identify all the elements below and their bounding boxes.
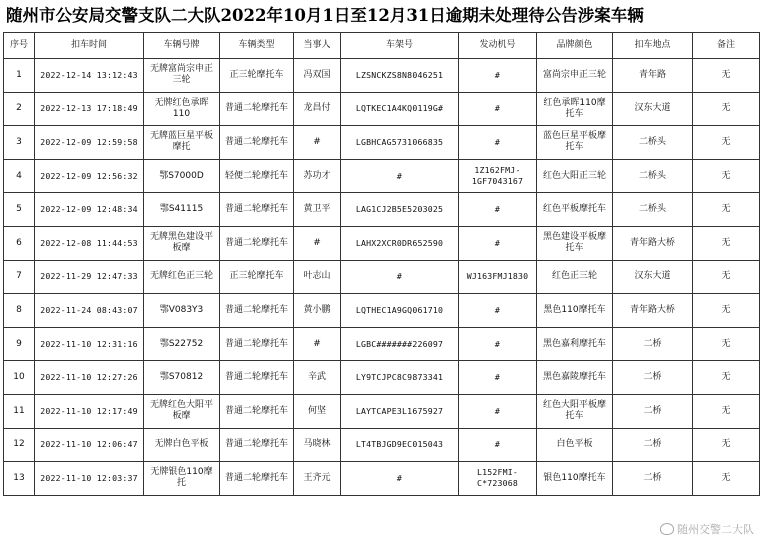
table-cell: 10 [4, 361, 35, 395]
table-cell: 二桥 [613, 327, 693, 361]
table-cell: 3 [4, 126, 35, 160]
column-header: 车架号 [341, 33, 459, 59]
table-cell: 无 [693, 428, 760, 462]
table-cell: 2022-12-09 12:59:58 [35, 126, 144, 160]
table-cell: # [459, 92, 537, 126]
table-cell: 青年路大桥 [613, 294, 693, 328]
table-cell: 无 [693, 260, 760, 294]
weibo-icon [660, 523, 674, 535]
table-cell: # [459, 327, 537, 361]
column-header: 发动机号 [459, 33, 537, 59]
table-cell: 黑色嘉陵摩托车 [537, 361, 613, 395]
table-cell: 4 [4, 159, 35, 193]
table-cell: 无 [693, 294, 760, 328]
table-cell: 普通二轮摩托车 [220, 294, 294, 328]
table-cell: # [459, 193, 537, 227]
table-cell: LAYTCAPE3L1675927 [341, 394, 459, 428]
table-cell: 冯双国 [294, 59, 341, 93]
table-cell: 辛武 [294, 361, 341, 395]
table-cell: 富尚宗申正三轮 [537, 59, 613, 93]
table-cell: 银色110摩托车 [537, 462, 613, 496]
table-row [4, 92, 760, 126]
table-cell: LT4TBJGD9EC015043 [341, 428, 459, 462]
table-cell: 二桥 [613, 462, 693, 496]
table-cell: # [341, 159, 459, 193]
table-cell: 何坚 [294, 394, 341, 428]
table-cell: 2022-12-08 11:44:53 [35, 226, 144, 260]
table-cell: 王齐元 [294, 462, 341, 496]
table-cell: # [294, 226, 341, 260]
table-cell: 无牌红色承晖110 [144, 92, 220, 126]
table-cell: 龙昌付 [294, 92, 341, 126]
table-cell: 二桥头 [613, 193, 693, 227]
table-cell: 2022-11-10 12:27:26 [35, 361, 144, 395]
column-header: 当事人 [294, 33, 341, 59]
table-cell: 鄂V083Y3 [144, 294, 220, 328]
table-cell: 普通二轮摩托车 [220, 428, 294, 462]
table-header-row [4, 33, 760, 59]
table-cell: 正三轮摩托车 [220, 260, 294, 294]
table-cell: LQTKEC1A4KQ0119G# [341, 92, 459, 126]
table-cell: 无牌黑色建设平板摩 [144, 226, 220, 260]
table-cell: # [459, 294, 537, 328]
table-cell: 苏功才 [294, 159, 341, 193]
table-row [4, 294, 760, 328]
table-cell: 普通二轮摩托车 [220, 462, 294, 496]
table-cell: 鄂S41115 [144, 193, 220, 227]
table-row [4, 59, 760, 93]
table-cell: 黑色建设平板摩托车 [537, 226, 613, 260]
table-row [4, 260, 760, 294]
table-cell: LY9TCJPC8C9873341 [341, 361, 459, 395]
table-cell: 2022-11-10 12:31:16 [35, 327, 144, 361]
table-row [4, 327, 760, 361]
table-cell: LZSNCKZS8N8046251 [341, 59, 459, 93]
table-cell: # [459, 126, 537, 160]
table-body [4, 59, 760, 496]
table-cell: 汉东大道 [613, 92, 693, 126]
table-cell: # [341, 260, 459, 294]
table-cell: 普通二轮摩托车 [220, 193, 294, 227]
table-cell: 青年路大桥 [613, 226, 693, 260]
table-cell: 二桥头 [613, 159, 693, 193]
column-header: 扣车时间 [35, 33, 144, 59]
table-cell: 无 [693, 462, 760, 496]
table-cell: 11 [4, 394, 35, 428]
table-cell: 蓝色巨星平板摩托车 [537, 126, 613, 160]
table-cell: 汉东大道 [613, 260, 693, 294]
table-cell: 8 [4, 294, 35, 328]
table-cell: 正三轮摩托车 [220, 59, 294, 93]
vehicle-table [3, 32, 760, 496]
table-cell: 5 [4, 193, 35, 227]
table-cell: # [459, 59, 537, 93]
table-cell: 普通二轮摩托车 [220, 126, 294, 160]
table-cell: 无牌富尚宗申正三轮 [144, 59, 220, 93]
table-cell: 轻便二轮摩托车 [220, 159, 294, 193]
table-cell: 鄂S22752 [144, 327, 220, 361]
table-cell: 马晓林 [294, 428, 341, 462]
table-cell: 无 [693, 126, 760, 160]
column-header: 扣车地点 [613, 33, 693, 59]
table-cell: 无牌银色110摩托 [144, 462, 220, 496]
table-cell: 红色大阳正三轮 [537, 159, 613, 193]
table-cell: 7 [4, 260, 35, 294]
table-cell: 2022-11-10 12:06:47 [35, 428, 144, 462]
table-cell: 普通二轮摩托车 [220, 92, 294, 126]
table-cell: 无牌红色正三轮 [144, 260, 220, 294]
table-cell: 无 [693, 193, 760, 227]
table-cell: 二桥 [613, 361, 693, 395]
table-cell: 青年路 [613, 59, 693, 93]
table-cell: 2022-11-10 12:17:49 [35, 394, 144, 428]
table-cell: 1 [4, 59, 35, 93]
column-header: 备注 [693, 33, 760, 59]
table-row [4, 193, 760, 227]
column-header: 车辆类型 [220, 33, 294, 59]
table-cell: 无 [693, 394, 760, 428]
table-cell: 9 [4, 327, 35, 361]
table-cell: 无 [693, 159, 760, 193]
table-cell: # [459, 394, 537, 428]
table-cell: 2022-12-14 13:12:43 [35, 59, 144, 93]
table-cell: L152FMI-C*723068 [459, 462, 537, 496]
table-cell: 黄小鹏 [294, 294, 341, 328]
table-cell: 普通二轮摩托车 [220, 327, 294, 361]
table-cell: 1Z162FMJ-1GF7043167 [459, 159, 537, 193]
table-cell: # [341, 462, 459, 496]
table-cell: 无 [693, 92, 760, 126]
table-cell: # [459, 226, 537, 260]
table-cell: 无 [693, 59, 760, 93]
table-cell: 鄂S70812 [144, 361, 220, 395]
table-cell: 2022-11-29 12:47:33 [35, 260, 144, 294]
table-cell: 二桥头 [613, 126, 693, 160]
table-row [4, 226, 760, 260]
table-cell: 无 [693, 226, 760, 260]
table-cell: # [459, 428, 537, 462]
table-row [4, 159, 760, 193]
column-header: 品牌颜色 [537, 33, 613, 59]
page-title: 随州市公安局交警支队二大队2022年10月1日至12月31日逾期未处理待公告涉案车辆 [6, 6, 644, 25]
table-cell: 鄂S7000D [144, 159, 220, 193]
table-cell: 白色平板 [537, 428, 613, 462]
table-cell: 2022-12-09 12:48:34 [35, 193, 144, 227]
table-cell: 普通二轮摩托车 [220, 226, 294, 260]
table-row [4, 428, 760, 462]
watermark-text: 随州交警二大队 [677, 523, 754, 536]
table-cell: LGBHCAG5731066835 [341, 126, 459, 160]
table-cell: 无 [693, 327, 760, 361]
table-cell: 2022-12-13 17:18:49 [35, 92, 144, 126]
table-cell: # [459, 361, 537, 395]
table-row [4, 126, 760, 160]
table-cell: 无牌白色平板 [144, 428, 220, 462]
table-cell: # [294, 126, 341, 160]
table-cell: 6 [4, 226, 35, 260]
table-cell: 二桥 [613, 428, 693, 462]
table-cell: 红色大阳平板摩托车 [537, 394, 613, 428]
table-cell: 红色承晖110摩托车 [537, 92, 613, 126]
table-cell: 红色正三轮 [537, 260, 613, 294]
table-cell: 黑色110摩托车 [537, 294, 613, 328]
table-cell: LAG1CJ2B5E5203025 [341, 193, 459, 227]
table-cell: 13 [4, 462, 35, 496]
table-cell: 12 [4, 428, 35, 462]
table-cell: 无牌蓝巨星平板摩托 [144, 126, 220, 160]
table-cell: LGBC#######226097 [341, 327, 459, 361]
table-row [4, 361, 760, 395]
table-row [4, 394, 760, 428]
table-cell: 2022-11-10 12:03:37 [35, 462, 144, 496]
table-cell: 红色平板摩托车 [537, 193, 613, 227]
table-cell: # [294, 327, 341, 361]
table-cell: 黄卫平 [294, 193, 341, 227]
table-cell: 无 [693, 361, 760, 395]
table-cell: 无牌红色大阳平板摩 [144, 394, 220, 428]
table-cell: 普通二轮摩托车 [220, 361, 294, 395]
table-cell: 普通二轮摩托车 [220, 394, 294, 428]
column-header: 车辆号牌 [144, 33, 220, 59]
table-cell: 黑色嘉利摩托车 [537, 327, 613, 361]
table-row [4, 462, 760, 496]
table-cell: LQTHEC1A9GQ061710 [341, 294, 459, 328]
table-cell: 2 [4, 92, 35, 126]
table-cell: 2022-11-24 08:43:07 [35, 294, 144, 328]
table-cell: 二桥 [613, 394, 693, 428]
table-cell: 2022-12-09 12:56:32 [35, 159, 144, 193]
table-cell: LAHX2XCR0DR652590 [341, 226, 459, 260]
column-header: 序号 [4, 33, 35, 59]
watermark [660, 521, 754, 537]
table-cell: WJ163FMJ1830 [459, 260, 537, 294]
table-cell: 叶志山 [294, 260, 341, 294]
